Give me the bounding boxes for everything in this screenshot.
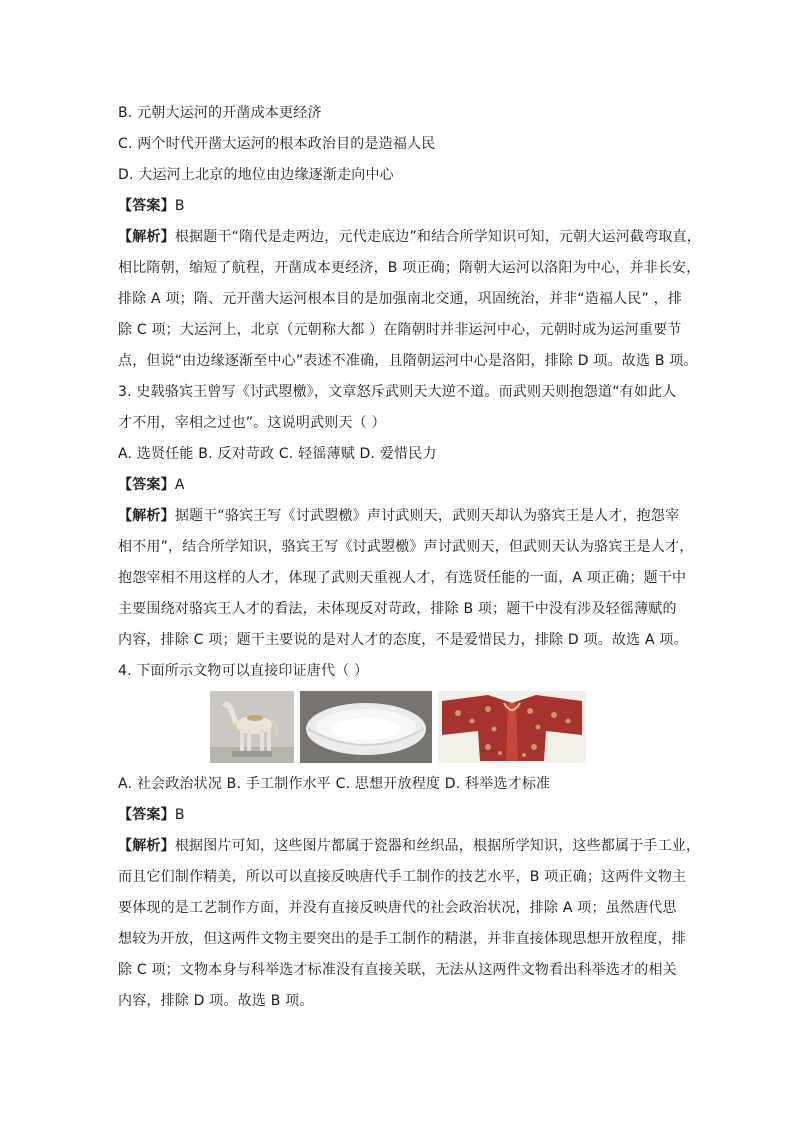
q4-options: A. 社会政治状况 B. 手工制作水平 C. 思想开放程度 D. 科举选才标准	[118, 776, 551, 792]
analysis-tag: 【解析】	[118, 229, 175, 245]
analysis-tag: 【解析】	[118, 508, 175, 524]
document-page	[118, 98, 701, 1017]
q4-answer	[118, 800, 686, 831]
q2-option-d: D. 大运河上北京的地位由边缘逐渐走向中心	[118, 167, 394, 183]
analysis-line: 要体现的是工艺制作方面，并没有直接反映唐代的社会政治状况，排除 A 项；虽然唐代思	[118, 900, 677, 916]
q2-option-b: B. 元朝大运河的开凿成本更经济	[118, 105, 322, 121]
analysis-line: 排除 A 项；隋、元开凿大运河根本目的是加强南北交通，巩固统治，并非“造福人民” ，排	[118, 291, 683, 307]
analysis-line: 主要围绕对骆宾王人才的看法，未体现反对苛政，排除 B 项；题干中没有涉及轻徭薄赋的	[118, 601, 677, 617]
analysis-line: 内容，排除 C 项；题干主要说的是对人才的态度，不是爱惜民力，排除 D 项。故选 A 项。	[118, 632, 688, 648]
analysis-line: 据题干“骆宾王写《讨武曌檄》声讨武则天，武则天却认为骆宾王是人才，抱怨宰	[174, 508, 680, 524]
tang-tri-color-horse-image	[210, 691, 294, 763]
q2-analysis	[118, 222, 701, 377]
white-porcelain-plate-image	[300, 691, 432, 763]
analysis-line: 点，但说“由边缘逐渐至中心”表述不准确，且隋朝运河中心是洛阳，排除 D 项。故选 B 项。	[118, 353, 698, 369]
analysis-line: 相不用”，结合所学知识，骆宾王写《讨武曌檄》声讨武则天，但武则天认为骆宾王是人才，	[118, 539, 694, 555]
analysis-line: 抱怨宰相不用这样的人才，体现了武则天重视人才，有选贤任能的一面，A 项正确；题干中	[118, 570, 687, 586]
analysis-line: 而且它们制作精美，所以可以直接反映唐代手工制作的技艺水平，B 项正确；这两件文物主	[118, 869, 687, 885]
analysis-line: 相比隋朝，缩短了航程，开凿成本更经济，B 项正确；隋朝大运河以洛阳为中心，并非长安，	[118, 260, 701, 276]
q3-stem-line: 3. 史载骆宾王曾写《讨武曌檄》，文章怒斥武则天大逆不道。而武则天则抱怨道“有如此人	[118, 384, 677, 400]
q3-analysis	[118, 501, 694, 656]
q3-stem-line: 才不用，宰相之过也”。这说明武则天（ ）	[118, 415, 386, 431]
artifact-images	[210, 691, 686, 763]
answer-value: B	[174, 807, 185, 823]
answer-value: B	[174, 198, 185, 214]
q2-option-c: C. 两个时代开凿大运河的根本政治目的是造福人民	[118, 136, 436, 152]
analysis-line: 除 C 项；大运河上，北京（元朝称大都 ）在隋朝时并非运河中心，元朝时成为运河重要节	[118, 322, 682, 338]
q4-analysis	[118, 831, 701, 1017]
q2-answer	[118, 191, 686, 222]
q4-stem: 4. 下面所示文物可以直接印证唐代（ ）	[118, 663, 369, 679]
analysis-line: 想较为开放，但这两件文物主要突出的是手工制作的精湛，并非直接体现思想开放程度，排	[118, 931, 686, 947]
answer-tag: 【答案】	[118, 807, 175, 823]
analysis-line: 根据题干“隋代是走两边，元代走底边”和结合所学知识可知，元朝大运河截弯取直，	[174, 229, 701, 245]
analysis-line: 内容，排除 D 项。故选 B 项。	[118, 993, 314, 1009]
answer-tag: 【答案】	[118, 477, 175, 493]
answer-tag: 【答案】	[118, 198, 175, 214]
answer-value: A	[174, 477, 185, 493]
q3-answer	[118, 470, 686, 501]
analysis-line: 除 C 项；文物本身与科举选才标准没有直接关联，无法从这两件文物看出科举选才的相关	[118, 962, 677, 978]
red-embroidered-silk-robe-image	[438, 691, 586, 763]
analysis-line: 根据图片可知，这些图片都属于瓷器和丝织品，根据所学知识，这些都属于手工业，	[174, 838, 701, 854]
q3-options: A. 选贤任能 B. 反对苛政 C. 轻徭薄赋 D. 爱惜民力	[118, 446, 437, 462]
analysis-tag: 【解析】	[118, 838, 175, 854]
